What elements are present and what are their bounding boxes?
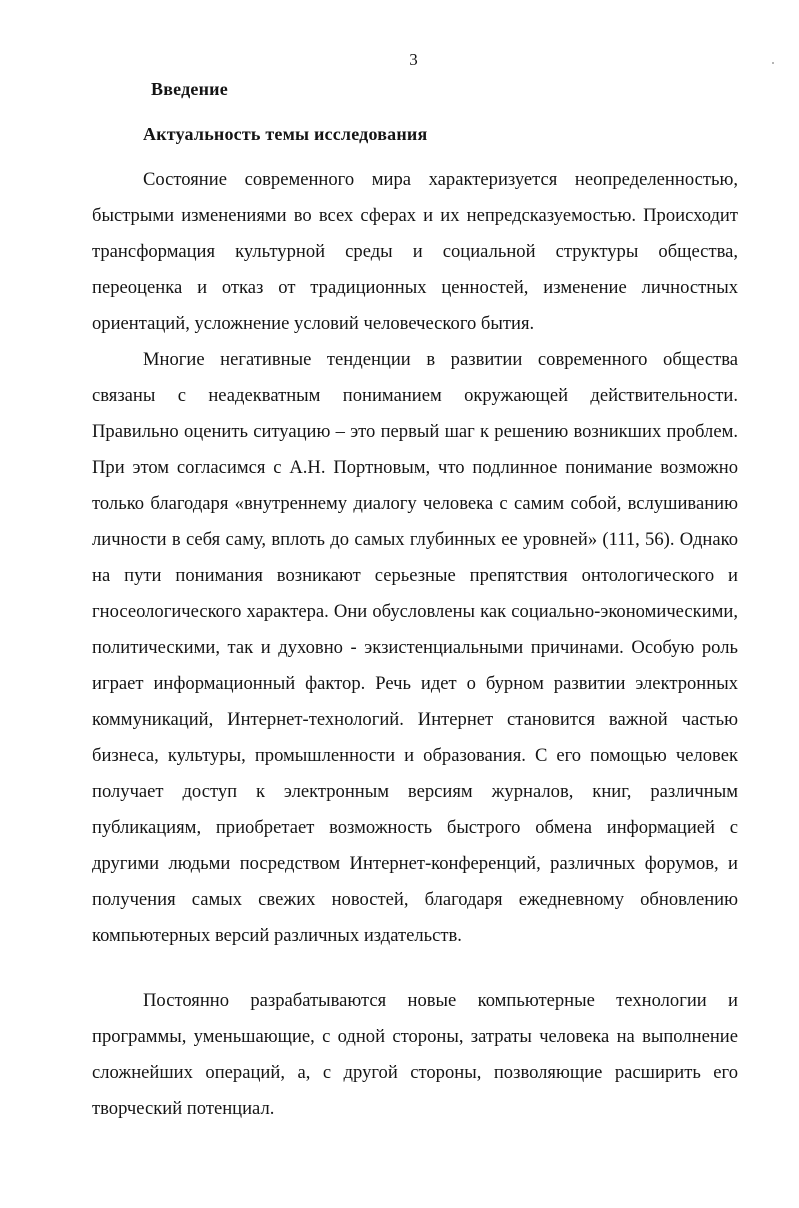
scan-speck — [772, 62, 774, 64]
subsection-title: Актуальность темы исследования — [143, 124, 428, 144]
paragraph-2: Многие негативные тенденции в развитии современного общества связаны с неадекватным пониманием окружающей действительности. Правильно оценить ситуацию – это первый шаг к решению возникших проблем. При этом согласимся с А.Н. Портновым, что подлинное понимание возможно только благодаря «внутреннему диалогу человека с самим собой, вслушиванию личности в себя саму, вплоть до самых глубинных ее уровней» (111, 56). Однако на пути понимания возникают серьезные препятствия онтологического и гносеологического характера. Они обусловлены как социально-экономическими, политическими, так и духовно - экзистенциальными причинами. Особую роль играет информационный фактор. Речь идет о бурном развитии электронных коммуникаций, Интернет-технологий. Интернет становится важной частью бизнеса, культуры, промышленности и образования. С его помощью человек получает доступ к электронным версиям журналов, книг, различным публикациям, приобретает возможность быстрого обмена информацией с другими людьми посредством Интернет-конференций, различных форумов, и получения самых свежих новостей, благодаря ежедневному обновлению компьютерных версий различных издательств. — [92, 349, 738, 946]
section-title: Введение — [151, 79, 228, 99]
paragraph-3: Постоянно разрабатываются новые компьютерные технологии и программы, уменьшающие, с одной стороны, затраты человека на выполнение сложнейших операций, а, с другой стороны, позволяющие расширить его творческий потенциал. — [92, 990, 738, 1119]
page-number: 3 — [409, 50, 418, 69]
paragraph-1: Состояние современного мира характеризуется неопределенностью, быстрыми изменениями во всех сферах и их непредсказуемостью. Происходит трансформация культурной среды и социальной структуры общества, переоценка и отказ от традиционных ценностей, изменение личностных ориентаций, усложнение условий человеческого бытия. — [92, 169, 738, 334]
